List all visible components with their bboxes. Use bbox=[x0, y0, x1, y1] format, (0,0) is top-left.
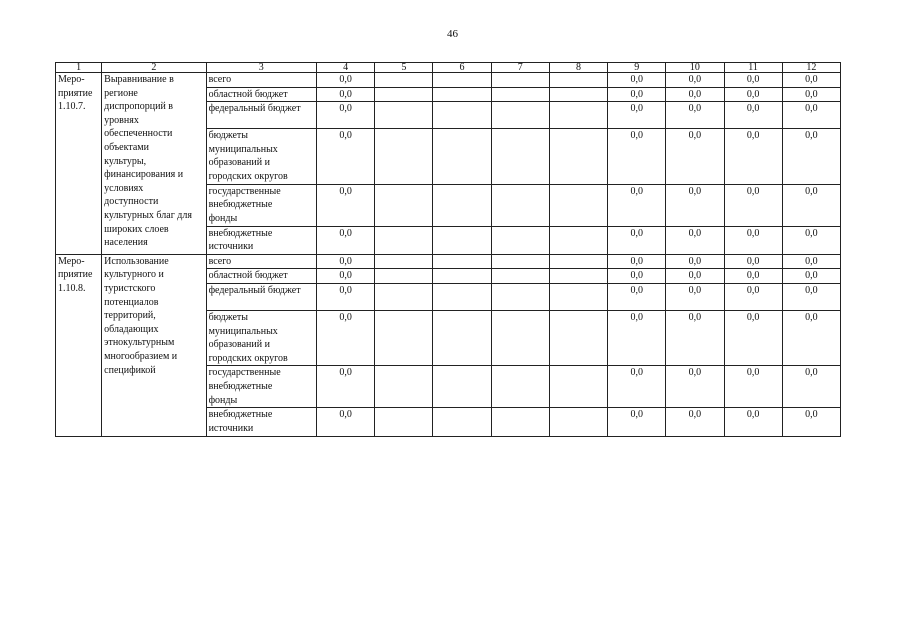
value-cell bbox=[375, 310, 433, 365]
value-cell bbox=[433, 310, 491, 365]
value-cell: 0,0 bbox=[608, 310, 666, 365]
value-cell bbox=[433, 87, 491, 102]
value-cell: 0,0 bbox=[608, 129, 666, 184]
funding-source: бюджеты муниципальных образований и городских округов bbox=[206, 129, 316, 184]
value-cell: 0,0 bbox=[724, 269, 782, 284]
value-cell bbox=[375, 87, 433, 102]
value-cell bbox=[549, 73, 607, 88]
value-cell bbox=[549, 269, 607, 284]
value-cell: 0,0 bbox=[316, 310, 374, 365]
value-cell bbox=[549, 87, 607, 102]
header-cell: 9 bbox=[608, 63, 666, 73]
funding-source: бюджеты муниципальных образований и городских округов bbox=[206, 310, 316, 365]
value-cell bbox=[433, 102, 491, 129]
value-cell: 0,0 bbox=[666, 254, 724, 269]
header-cell: 7 bbox=[491, 63, 549, 73]
value-cell bbox=[433, 366, 491, 408]
funding-source: федеральный бюджет bbox=[206, 102, 316, 129]
header-cell: 12 bbox=[782, 63, 840, 73]
value-cell: 0,0 bbox=[782, 184, 840, 226]
header-cell: 2 bbox=[102, 63, 206, 73]
value-cell: 0,0 bbox=[782, 408, 840, 436]
value-cell bbox=[433, 73, 491, 88]
header-cell: 11 bbox=[724, 63, 782, 73]
value-cell: 0,0 bbox=[608, 269, 666, 284]
header-cell: 1 bbox=[56, 63, 102, 73]
value-cell bbox=[549, 129, 607, 184]
value-cell bbox=[375, 254, 433, 269]
value-cell bbox=[375, 408, 433, 436]
value-cell: 0,0 bbox=[724, 129, 782, 184]
value-cell: 0,0 bbox=[782, 87, 840, 102]
value-cell: 0,0 bbox=[608, 283, 666, 310]
table-header-row bbox=[56, 63, 841, 73]
header-cell: 5 bbox=[375, 63, 433, 73]
value-cell bbox=[375, 184, 433, 226]
funding-source: внебюджетные источники bbox=[206, 408, 316, 436]
value-cell: 0,0 bbox=[608, 366, 666, 408]
value-cell: 0,0 bbox=[666, 184, 724, 226]
value-cell: 0,0 bbox=[724, 283, 782, 310]
value-cell: 0,0 bbox=[316, 184, 374, 226]
value-cell: 0,0 bbox=[316, 102, 374, 129]
value-cell: 0,0 bbox=[608, 184, 666, 226]
value-cell bbox=[491, 310, 549, 365]
value-cell: 0,0 bbox=[608, 226, 666, 254]
funding-source: областной бюджет bbox=[206, 87, 316, 102]
table-row bbox=[56, 254, 841, 269]
budget-table bbox=[55, 62, 841, 437]
value-cell: 0,0 bbox=[724, 87, 782, 102]
value-cell: 0,0 bbox=[608, 102, 666, 129]
value-cell bbox=[549, 254, 607, 269]
value-cell bbox=[491, 408, 549, 436]
value-cell bbox=[375, 129, 433, 184]
value-cell bbox=[549, 102, 607, 129]
funding-source: всего bbox=[206, 254, 316, 269]
funding-source: внебюджетные источники bbox=[206, 226, 316, 254]
value-cell bbox=[549, 226, 607, 254]
value-cell bbox=[491, 269, 549, 284]
value-cell: 0,0 bbox=[608, 73, 666, 88]
value-cell bbox=[491, 254, 549, 269]
value-cell: 0,0 bbox=[608, 87, 666, 102]
value-cell bbox=[549, 408, 607, 436]
funding-source: областной бюджет bbox=[206, 269, 316, 284]
value-cell bbox=[491, 102, 549, 129]
activity-description: Выравнивание в регионе диспропорций в уровнях обеспеченности объектами культуры, финансирования и условиях доступности культурных благ для широких слоев населения bbox=[102, 73, 206, 255]
value-cell: 0,0 bbox=[316, 366, 374, 408]
value-cell bbox=[375, 283, 433, 310]
value-cell: 0,0 bbox=[782, 366, 840, 408]
value-cell: 0,0 bbox=[316, 269, 374, 284]
funding-source: государственные внебюджетные фонды bbox=[206, 184, 316, 226]
value-cell bbox=[549, 184, 607, 226]
value-cell bbox=[433, 184, 491, 226]
value-cell bbox=[433, 283, 491, 310]
value-cell bbox=[375, 269, 433, 284]
page-number: 46 bbox=[447, 28, 458, 40]
value-cell: 0,0 bbox=[782, 73, 840, 88]
table-row bbox=[56, 73, 841, 88]
value-cell bbox=[491, 283, 549, 310]
value-cell bbox=[491, 73, 549, 88]
value-cell: 0,0 bbox=[724, 310, 782, 365]
value-cell: 0,0 bbox=[724, 254, 782, 269]
value-cell bbox=[433, 226, 491, 254]
value-cell: 0,0 bbox=[724, 102, 782, 129]
value-cell bbox=[491, 226, 549, 254]
value-cell: 0,0 bbox=[316, 129, 374, 184]
value-cell: 0,0 bbox=[666, 269, 724, 284]
value-cell: 0,0 bbox=[666, 226, 724, 254]
header-cell: 6 bbox=[433, 63, 491, 73]
funding-source: всего bbox=[206, 73, 316, 88]
activity-label: Меро- приятие 1.10.8. bbox=[56, 254, 102, 436]
value-cell: 0,0 bbox=[316, 408, 374, 436]
value-cell bbox=[491, 366, 549, 408]
value-cell: 0,0 bbox=[724, 73, 782, 88]
funding-source: государственные внебюджетные фонды bbox=[206, 366, 316, 408]
value-cell: 0,0 bbox=[666, 102, 724, 129]
value-cell: 0,0 bbox=[316, 254, 374, 269]
value-cell: 0,0 bbox=[666, 87, 724, 102]
activity-description: Использование культурного и туристского потенциалов территорий, обладающих этнокультурным многообразием и спецификой bbox=[102, 254, 206, 436]
value-cell: 0,0 bbox=[782, 102, 840, 129]
value-cell: 0,0 bbox=[782, 310, 840, 365]
value-cell: 0,0 bbox=[666, 310, 724, 365]
value-cell: 0,0 bbox=[782, 269, 840, 284]
header-cell: 3 bbox=[206, 63, 316, 73]
header-cell: 8 bbox=[549, 63, 607, 73]
value-cell: 0,0 bbox=[666, 283, 724, 310]
value-cell bbox=[549, 310, 607, 365]
header-cell: 4 bbox=[316, 63, 374, 73]
value-cell bbox=[433, 269, 491, 284]
value-cell bbox=[375, 102, 433, 129]
value-cell bbox=[491, 129, 549, 184]
value-cell: 0,0 bbox=[782, 283, 840, 310]
value-cell: 0,0 bbox=[666, 366, 724, 408]
activity-label: Меро- приятие 1.10.7. bbox=[56, 73, 102, 255]
value-cell bbox=[375, 226, 433, 254]
value-cell: 0,0 bbox=[666, 73, 724, 88]
value-cell bbox=[491, 87, 549, 102]
value-cell: 0,0 bbox=[724, 184, 782, 226]
table-body bbox=[56, 63, 841, 437]
value-cell bbox=[549, 283, 607, 310]
value-cell: 0,0 bbox=[724, 366, 782, 408]
value-cell bbox=[433, 129, 491, 184]
value-cell: 0,0 bbox=[724, 408, 782, 436]
value-cell: 0,0 bbox=[724, 226, 782, 254]
value-cell: 0,0 bbox=[782, 254, 840, 269]
value-cell: 0,0 bbox=[316, 73, 374, 88]
value-cell: 0,0 bbox=[316, 283, 374, 310]
value-cell: 0,0 bbox=[608, 254, 666, 269]
value-cell: 0,0 bbox=[782, 129, 840, 184]
value-cell: 0,0 bbox=[782, 226, 840, 254]
header-cell: 10 bbox=[666, 63, 724, 73]
value-cell: 0,0 bbox=[316, 226, 374, 254]
value-cell bbox=[375, 73, 433, 88]
value-cell bbox=[433, 254, 491, 269]
value-cell: 0,0 bbox=[666, 408, 724, 436]
value-cell bbox=[375, 366, 433, 408]
value-cell: 0,0 bbox=[666, 129, 724, 184]
value-cell bbox=[433, 408, 491, 436]
funding-source: федеральный бюджет bbox=[206, 283, 316, 310]
value-cell: 0,0 bbox=[608, 408, 666, 436]
value-cell: 0,0 bbox=[316, 87, 374, 102]
value-cell bbox=[491, 184, 549, 226]
value-cell bbox=[549, 366, 607, 408]
